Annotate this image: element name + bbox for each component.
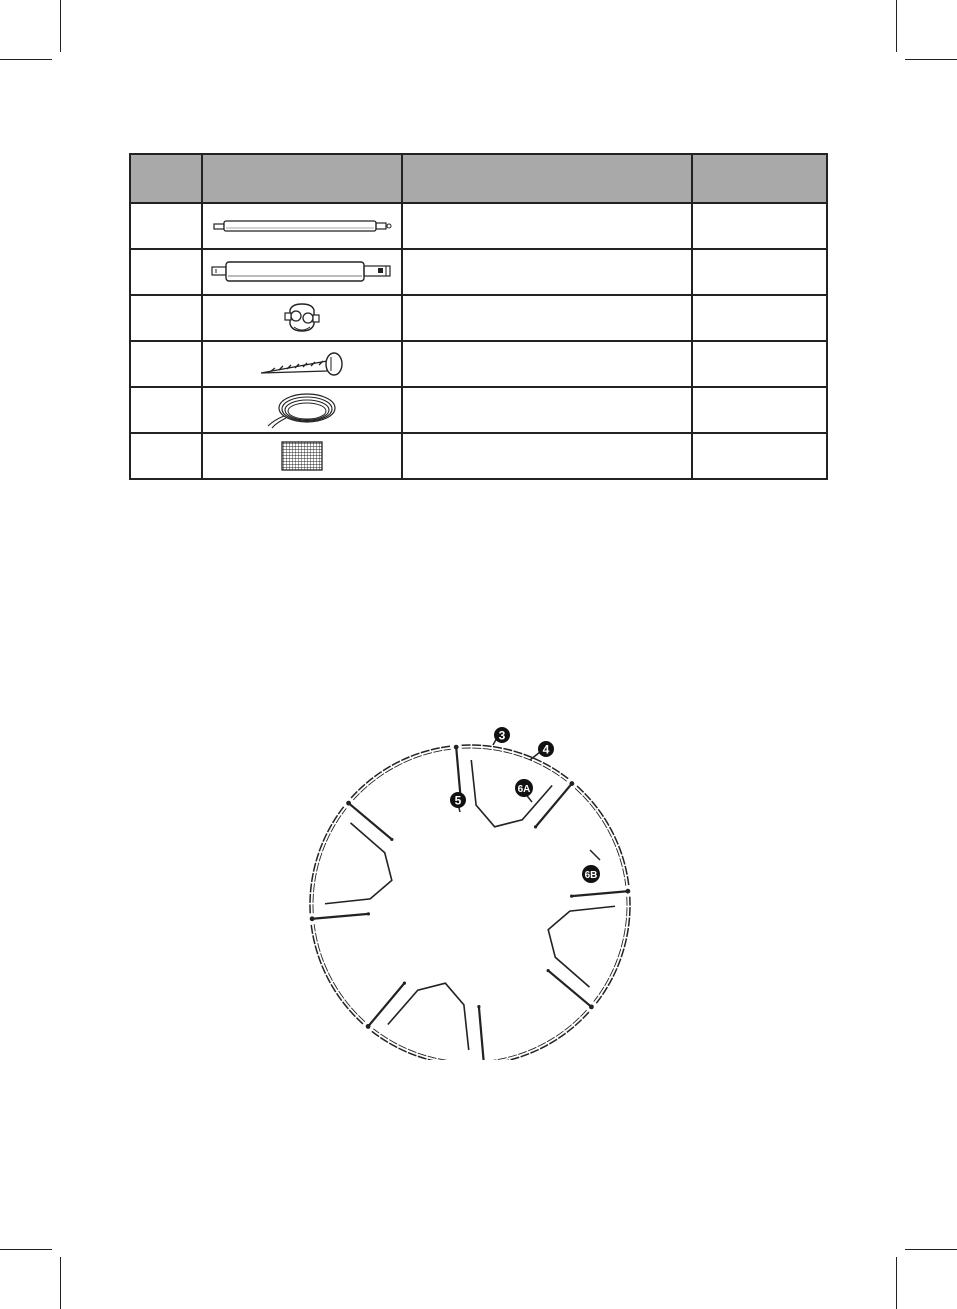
part-no-cell	[130, 387, 202, 433]
spoke-end	[534, 825, 537, 828]
crop-mark-top-right-horizontal	[905, 59, 957, 60]
image-cell	[202, 203, 402, 249]
outer-ring	[310, 742, 631, 1060]
ring-segment	[489, 1012, 588, 1060]
spoke-end	[570, 895, 573, 898]
part-no-cell	[130, 341, 202, 387]
image-cell	[202, 295, 402, 341]
svg-text:3: 3	[498, 728, 506, 743]
description-cell	[402, 203, 692, 249]
spoke-end	[547, 969, 550, 972]
parts-table	[129, 153, 828, 480]
inner-support	[325, 823, 392, 904]
callout-6b	[582, 865, 600, 883]
callout-6a	[515, 779, 533, 797]
quantity-cell	[692, 203, 827, 249]
part-no-cell	[130, 295, 202, 341]
spoke-end	[367, 912, 370, 915]
description-cell	[402, 387, 692, 433]
crop-mark-bottom-left-vertical	[60, 1257, 61, 1309]
quantity-cell	[692, 433, 827, 479]
crop-mark-bottom-right-vertical	[896, 1257, 897, 1309]
callout-3	[494, 727, 510, 743]
inner-support	[388, 983, 469, 1050]
parts-table-header-row	[130, 154, 827, 203]
screw-icon	[257, 349, 347, 379]
ring-segment	[351, 746, 450, 798]
image-cell	[202, 341, 402, 387]
description-cell	[402, 341, 692, 387]
header-description	[402, 154, 692, 203]
quantity-cell	[692, 341, 827, 387]
ring-segment	[353, 749, 451, 800]
svg-text:5: 5	[454, 793, 462, 808]
spoke	[536, 784, 572, 827]
inner-support	[471, 760, 552, 827]
inner-supports	[325, 760, 615, 1050]
long-pole-icon	[210, 255, 395, 289]
spoke	[349, 803, 392, 839]
header-quantity	[692, 154, 827, 203]
header-image	[202, 154, 402, 203]
callout-leaders	[458, 736, 600, 860]
spoke	[313, 914, 369, 919]
short-pole-icon	[210, 215, 395, 237]
image-cell	[202, 387, 402, 433]
table-row	[130, 203, 827, 249]
crop-mark-top-right-vertical	[896, 0, 897, 52]
spoke	[368, 983, 404, 1026]
spoke	[572, 891, 628, 896]
table-row	[130, 249, 827, 295]
callout-5	[450, 792, 466, 808]
image-cell	[202, 249, 402, 295]
image-cell	[202, 433, 402, 479]
mesh-patch-icon	[280, 440, 324, 472]
table-row	[130, 387, 827, 433]
spoke-end	[403, 982, 406, 985]
quantity-cell	[692, 295, 827, 341]
table-row	[130, 295, 827, 341]
table-row	[130, 433, 827, 479]
ring-segment	[311, 924, 363, 1023]
table-row	[130, 341, 827, 387]
ring-segment	[594, 897, 627, 1002]
description-cell	[402, 433, 692, 479]
ring-segment	[596, 897, 630, 1004]
ring-segment	[310, 806, 344, 913]
spoke-end	[390, 838, 393, 841]
inner-support	[548, 906, 615, 987]
crop-mark-bottom-left-horizontal	[0, 1249, 52, 1250]
header-part-no	[130, 154, 202, 203]
description-cell	[402, 295, 692, 341]
svg-text:4: 4	[542, 742, 550, 757]
crop-mark-top-left-vertical	[60, 0, 61, 52]
callout-4	[538, 741, 554, 757]
ring-segment	[313, 808, 346, 913]
part-no-cell	[130, 203, 202, 249]
ring-segment	[314, 924, 365, 1022]
crop-mark-bottom-right-horizontal	[905, 1249, 957, 1250]
cable-coil-icon	[262, 390, 342, 430]
svg-text:6A: 6A	[517, 784, 531, 795]
part-no-cell	[130, 249, 202, 295]
spoke-end	[477, 1005, 480, 1008]
spoke	[548, 971, 591, 1007]
connector-icon	[282, 300, 322, 336]
frame-assembly-diagram	[300, 720, 640, 1060]
crop-mark-top-left-horizontal	[0, 59, 52, 60]
svg-text:6B: 6B	[584, 870, 598, 881]
spokes	[313, 748, 628, 1060]
quantity-cell	[692, 249, 827, 295]
description-cell	[402, 249, 692, 295]
ring-segment	[373, 1029, 478, 1060]
quantity-cell	[692, 387, 827, 433]
part-no-cell	[130, 433, 202, 479]
spoke	[479, 1007, 484, 1060]
ring-segment	[489, 1010, 587, 1060]
